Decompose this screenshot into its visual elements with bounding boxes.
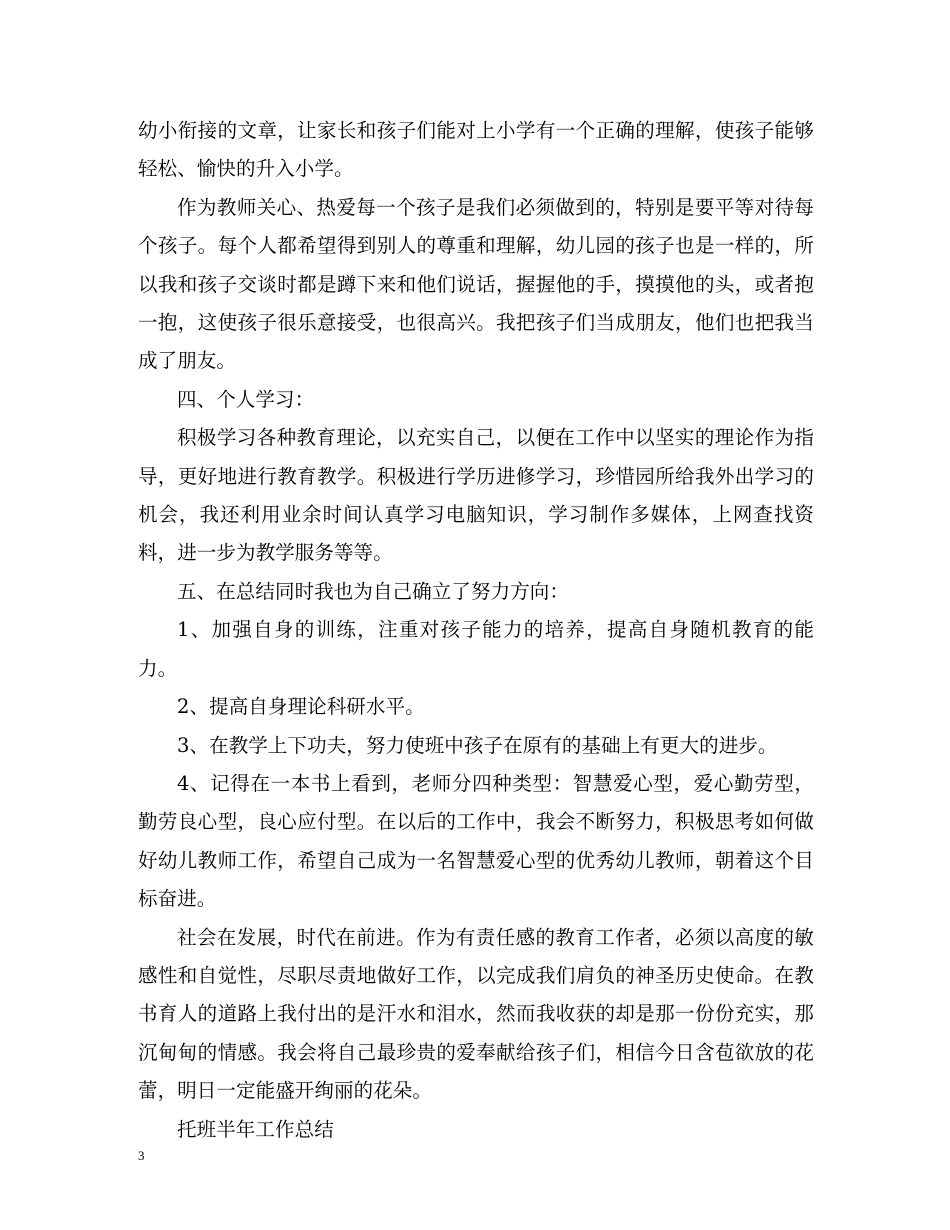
document-body <box>138 112 814 1149</box>
list-item-2: 2、提高自身理论科研水平。 <box>177 695 425 719</box>
list-item-4: 4、记得在一本书上看到，老师分四种类型：智慧爱心型，爱心勤劳型，勤劳良心型，良心应付型。在以后的工作中，我会不断努力，积极思考如何做好幼儿教师工作，希望自己成为一名智慧爱心型的优秀幼儿教师，朝着这个目标奋进。 <box>138 771 814 911</box>
page-number: 3 <box>138 1148 145 1163</box>
list-item-1: 1、加强自身的训练，注重对孩子能力的培养，提高自身随机教育的能力。 <box>138 618 814 680</box>
section-heading-direction: 五、在总结同时我也为自己确立了努力方向： <box>177 579 570 603</box>
list-item-3: 3、在教学上下功夫，努力使班中孩子在原有的基础上有更大的进步。 <box>177 733 778 757</box>
paragraph-continuation: 幼小衔接的文章，让家长和孩子们能对上小学有一个正确的理解，使孩子能够轻松、愉快的升入小学。 <box>138 119 814 181</box>
paragraph-conclusion: 社会在发展，时代在前进。作为有责任感的教育工作者，必须以高度的敏感性和自觉性，尽职尽责地做好工作，以完成我们肩负的神圣历史使命。在教书育人的道路上我付出的是汗水和泪水，然而我收获的却是那一份份充实，那沉甸甸的情感。我会将自己最珍贵的爱奉献给孩子们，相信今日含苞欲放的花蕾，明日一定能盛开绚丽的花朵。 <box>138 925 814 1103</box>
paragraph-personal-study: 积极学习各种教育理论，以充实自己，以便在工作中以坚实的理论作为指导，更好地进行教育教学。积极进行学历进修学习，珍惜园所给我外出学习的机会，我还利用业余时间认真学习电脑知识，学习制作多媒体，上网查找资料，进一步为教学服务等等。 <box>138 426 814 565</box>
next-title: 托班半年工作总结 <box>177 1117 334 1141</box>
paragraph-teacher-care: 作为教师关心、热爱每一个孩子是我们必须做到的，特别是要平等对待每个孩子。每个人都希望得到别人的尊重和理解，幼儿园的孩子也是一样的，所以我和孩子交谈时都是蹲下来和他们说话，握握他的手，摸摸他的头，或者抱一抱，这使孩子很乐意接受，也很高兴。我把孩子们当成朋友，他们也把我当成了朋友。 <box>138 195 814 373</box>
section-heading-personal-study: 四、个人学习： <box>177 387 315 411</box>
